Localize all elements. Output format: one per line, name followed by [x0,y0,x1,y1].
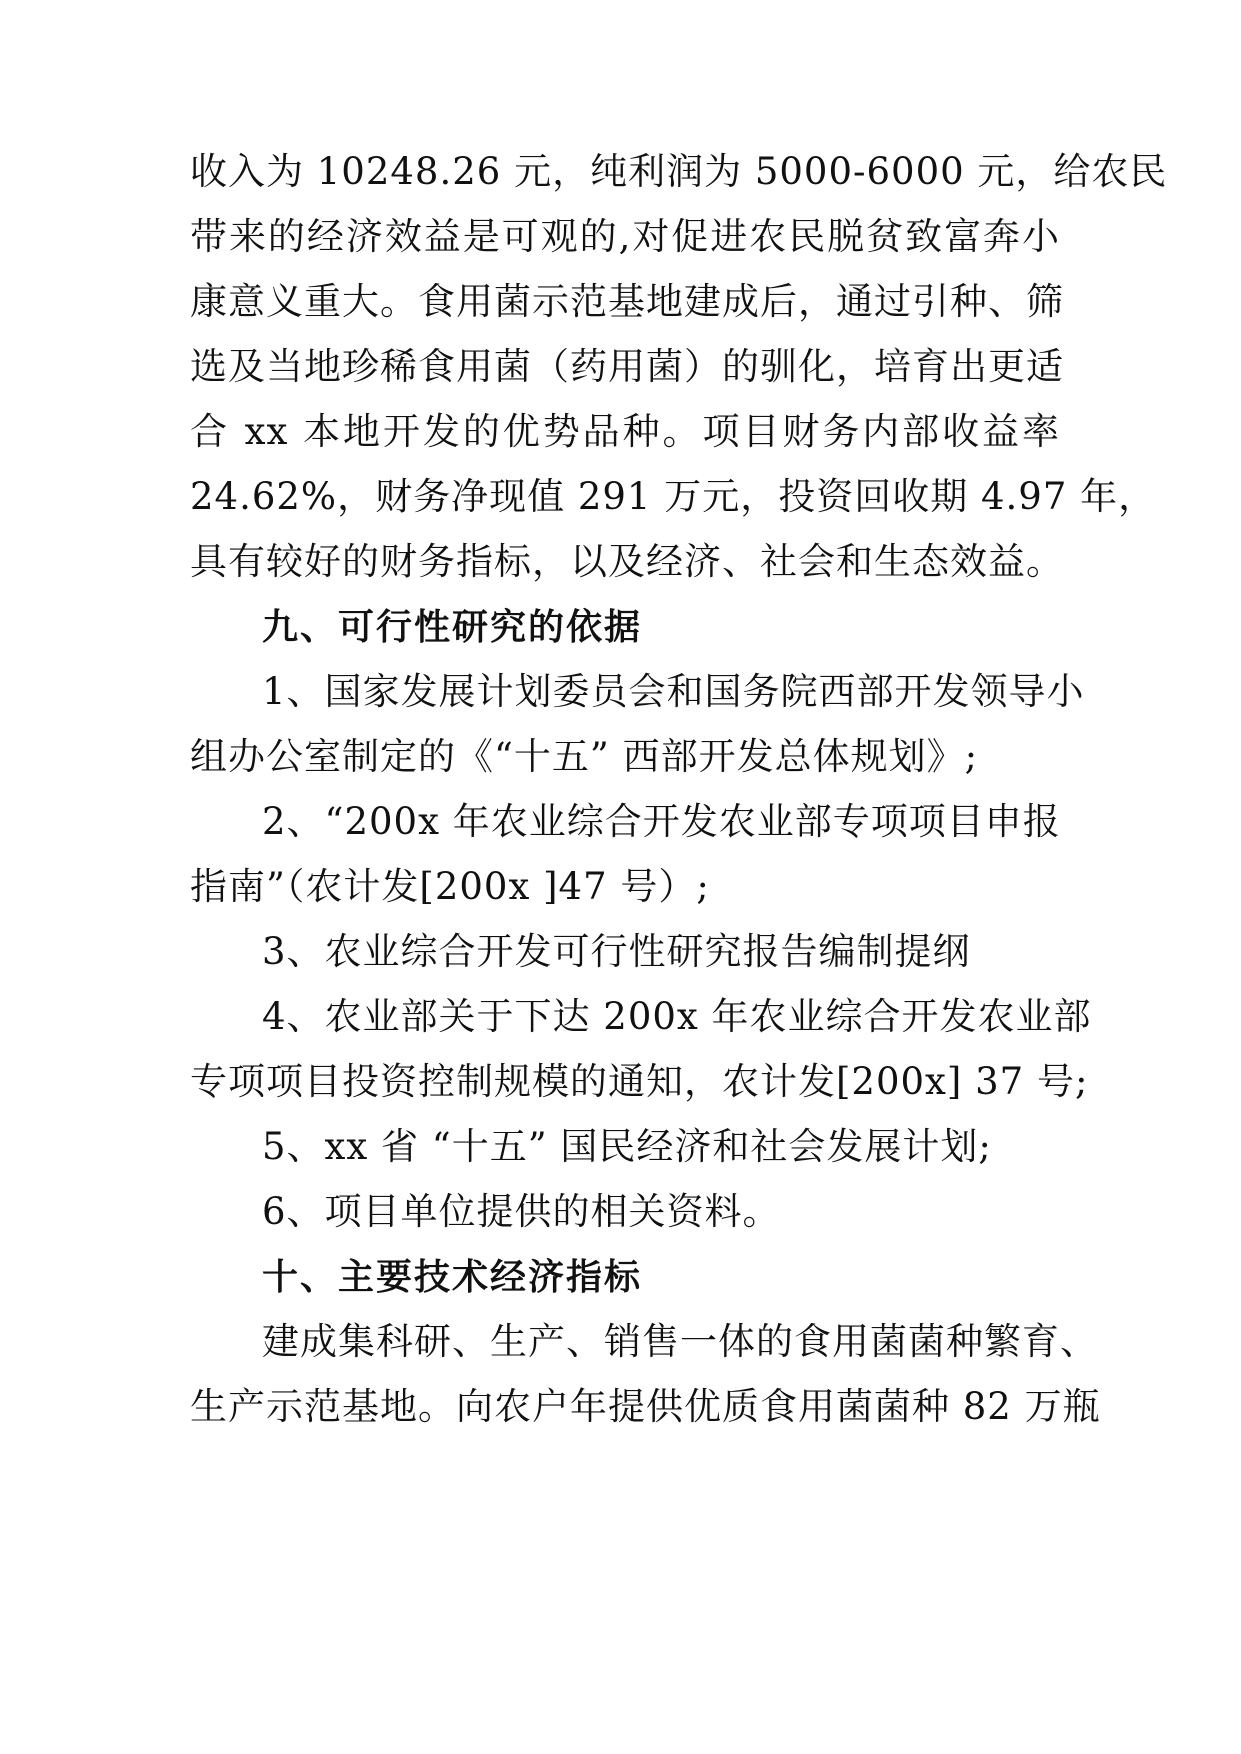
list-item-line: 1、国家发展计划委员会和国务院西部开发领导小 [262,670,1085,713]
section-heading: 九、可行性研究的依据 [262,607,643,648]
paragraph-line: 带来的经济效益是可观的,对促进农民脱贫致富奔小 [190,215,1060,258]
list-item-line: 组办公室制定的《“十五” 西部开发总体规划》; [190,735,979,778]
list-item-line: 指南”（农计发[200x ]47 号）; [190,865,710,908]
paragraph-line: 具有较好的财务指标，以及经济、社会和生态效益。 [190,540,1064,583]
paragraph-line: 选及当地珍稀食用菌（药用菌）的驯化，培育出更适 [190,345,1064,388]
paragraph-line: 康意义重大。食用菌示范基地建成后，通过引种、筛 [190,280,1064,323]
list-item-line: 专项项目投资控制规模的通知，农计发[200x] 37 号; [190,1060,1089,1103]
list-item-line: 3、农业综合开发可行性研究报告编制提纲 [262,930,971,973]
list-item-line: 2、“200x 年农业综合开发农业部专项项目申报 [262,800,1061,843]
paragraph-line: 收入为 10248.26 元，纯利润为 5000-6000 元，给农民 [190,150,1168,193]
list-item-line: 4、农业部关于下达 200x 年农业综合开发农业部 [262,995,1092,1038]
section-heading: 十、主要技术经济指标 [262,1257,643,1298]
paragraph-line: 生产示范基地。向农户年提供优质食用菌菌种 82 万瓶 [190,1385,1101,1428]
list-item-line: 6、项目单位提供的相关资料。 [262,1190,781,1233]
paragraph-line: 合 xx 本地开发的优势品种。项目财务内部收益率 [190,410,1060,453]
paragraph-line: 建成集科研、生产、销售一体的食用菌菌种繁育、 [262,1320,1098,1363]
paragraph-line: 24.62%，财务净现值 291 万元，投资回收期 4.97 年， [190,475,1157,518]
list-item-line: 5、xx 省 “十五” 国民经济和社会发展计划; [262,1125,992,1168]
